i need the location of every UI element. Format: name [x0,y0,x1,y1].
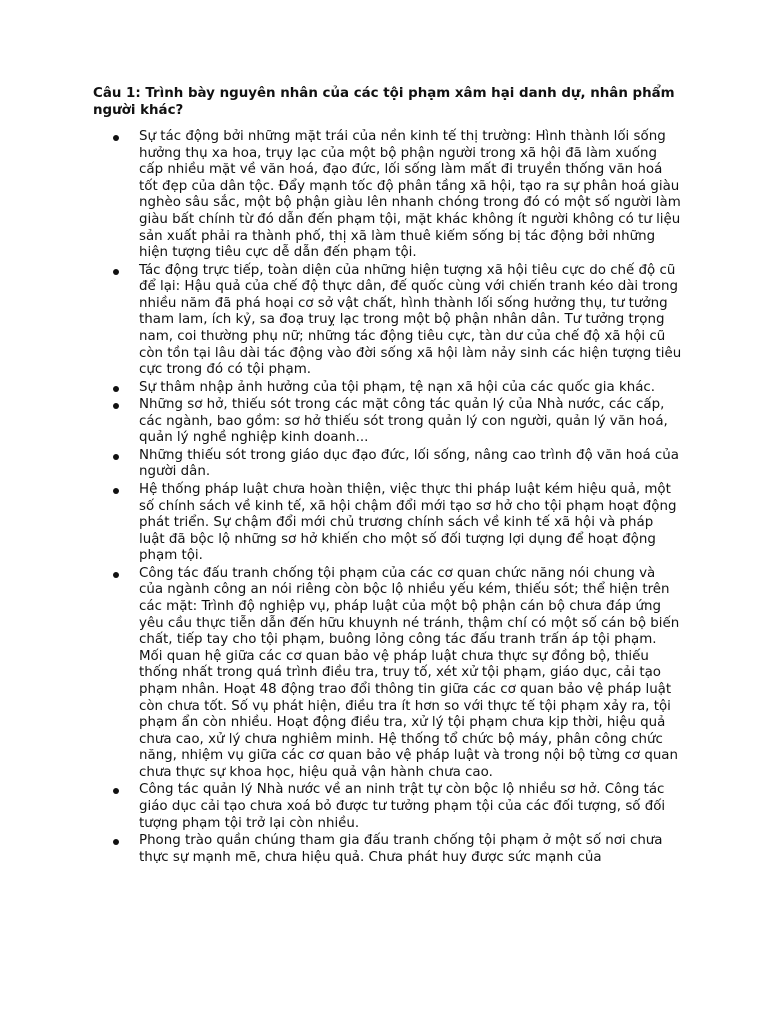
bullet-icon [113,788,119,794]
list-item [93,263,683,379]
list-item [93,129,683,262]
list-item [93,566,683,782]
bullet-icon [113,839,119,845]
list-item-text: Công tác đấu tranh chống tội phạm của các cơ quan chức năng nói chung và của ngành công an nói riêng còn bộc lộ nhiều yếu kém, thiếu sót; thể hiện trên các mặt: Trình độ nghiệp vụ, pháp luật của một bộ phận cán bộ chưa đáp ứng yêu cầu thực tiễn dẫn đến hữu khuynh né tránh, thậm chí có một số cán bộ biến chất, tiếp tay cho tội phạm, buông lỏng công tác đấu tranh trấn áp tội phạm. Mối quan hệ giữa các cơ quan bảo vệ pháp luật chưa thực sự đồng bộ, thiếu thống nhất trong quá trình điều tra, truy tố, xét xử tội phạm, giáo dục, cải tạo phạm nhân. Hoạt 48 động trao đổi thông tin giữa các cơ quan bảo vệ pháp luật còn chưa tốt. Số vụ phát hiện, điều tra ít hơn so với thực tế tội phạm xảy ra, tội phạm ẩn còn nhiều. Hoạt động điều tra, xử lý tội phạm chưa kịp thời, hiệu quả chưa cao, xử lý chưa nghiêm minh. Hệ thống tổ chức bộ máy, phân công chức năng, nhiệm vụ giữa các cơ quan bảo vệ pháp luật và trong nội bộ từng cơ quan chưa thực sự khoa học, hiệu quả vận hành chưa cao. [139,565,680,780]
list-item-text: Tác động trực tiếp, toàn diện của những hiện tượng xã hội tiêu cực do chế độ cũ để lại: Hậu quả của chế độ thực dân, đế quốc cùng với chiến tranh kéo dài trong nhiều năm đã phá hoại cơ sở vật chất, hình thành lối sống hưởng thụ, tư tưởng tham lam, ích kỷ, sa đoạ truỵ lạc trong một bộ phận nhân dân. Tư tưởng trọng nam, coi thường phụ nữ; những tác động tiêu cực, tàn dư của chế độ xã hội cũ còn tồn tại lâu dài tác động vào đời sống xã hội làm nảy sinh các hiện tượng tiêu cực trong đó có tội phạm. [139,262,682,378]
bullet-icon [113,269,119,275]
bullet-icon [113,135,119,141]
bullet-icon [113,488,119,494]
list-item-text: Hệ thống pháp luật chưa hoàn thiện, việc thực thi pháp luật kém hiệu quả, một số chính sách về kinh tế, xã hội chậm đổi mới tạo sơ hở cho tội phạm hoạt động phát triển. Sự chậm đổi mới chủ trương chính sách về kinh tế xã hội và pháp luật đã bộc lộ những sơ hở khiến cho một số đối tượng lợi dụng để hoạt động phạm tội. [139,481,677,564]
list-item-text: Sự thâm nhập ảnh hưởng của tội phạm, tệ nạn xã hội của các quốc gia khác. [139,379,656,395]
bullet-icon [113,386,119,392]
list-item [93,482,683,565]
list-item [93,782,683,832]
bullet-icon [113,454,119,460]
list-item [93,380,683,397]
list-item-text: Công tác quản lý Nhà nước về an ninh trật tự còn bộc lộ nhiều sơ hở. Công tác giáo dục cải tạo chưa xoá bỏ được tư tưởng phạm tội của các đối tượng, số đối tượng phạm tội trở lại còn nhiều. [139,782,666,831]
bullet-icon [113,572,119,578]
list-item-text: Những thiếu sót trong giáo dục đạo đức, lối sống, nâng cao trình độ văn hoá của người dân. [139,447,679,480]
list-item [93,833,683,866]
list-item-text: Sự tác động bởi những mặt trái của nền kinh tế thị trường: Hình thành lối sống hưởng thụ xa hoa, trụy lạc của một bộ phận người trong xã hội đã làm xuống cấp nhiều mặt về văn hoá, đạo đức, lối sống làm mất đi truyền thống văn hoá tốt đẹp của dân tộc. Đẩy mạnh tốc độ phân tầng xã hội, tạo ra sự phân hoá giàu nghèo sâu sắc, một bộ phận giàu lên nhanh chóng trong đó có một số người làm giàu bất chính từ đó dẫn đến phạm tội, mặt khác không ít người không có tư liệu sản xuất phải ra thành phố, thị xã làm thuê kiếm sống bị tác động bởi những hiện tượng tiêu cực dễ dẫn đến phạm tội. [139,129,681,261]
list-item [93,397,683,447]
list-item-text: Phong trào quần chúng tham gia đấu tranh chống tội phạm ở một số nơi chưa thực sự mạnh mẽ, chưa hiệu quả. Chưa phát huy được sức mạnh của [139,833,663,865]
list-item [93,448,683,481]
cause-list [93,129,683,867]
question-title: Câu 1: Trình bày nguyên nhân của các tội phạm xâm hại danh dự, nhân phẩm người khác? [93,86,675,118]
list-item-text: Những sơ hở, thiếu sót trong các mặt công tác quản lý của Nhà nước, các cấp, các ngành, bao gồm: sơ hở thiếu sót trong quản lý con người, quản lý văn hoá, quản lý nghề nghiệp kinh doanh... [139,397,668,446]
bullet-icon [113,403,119,409]
